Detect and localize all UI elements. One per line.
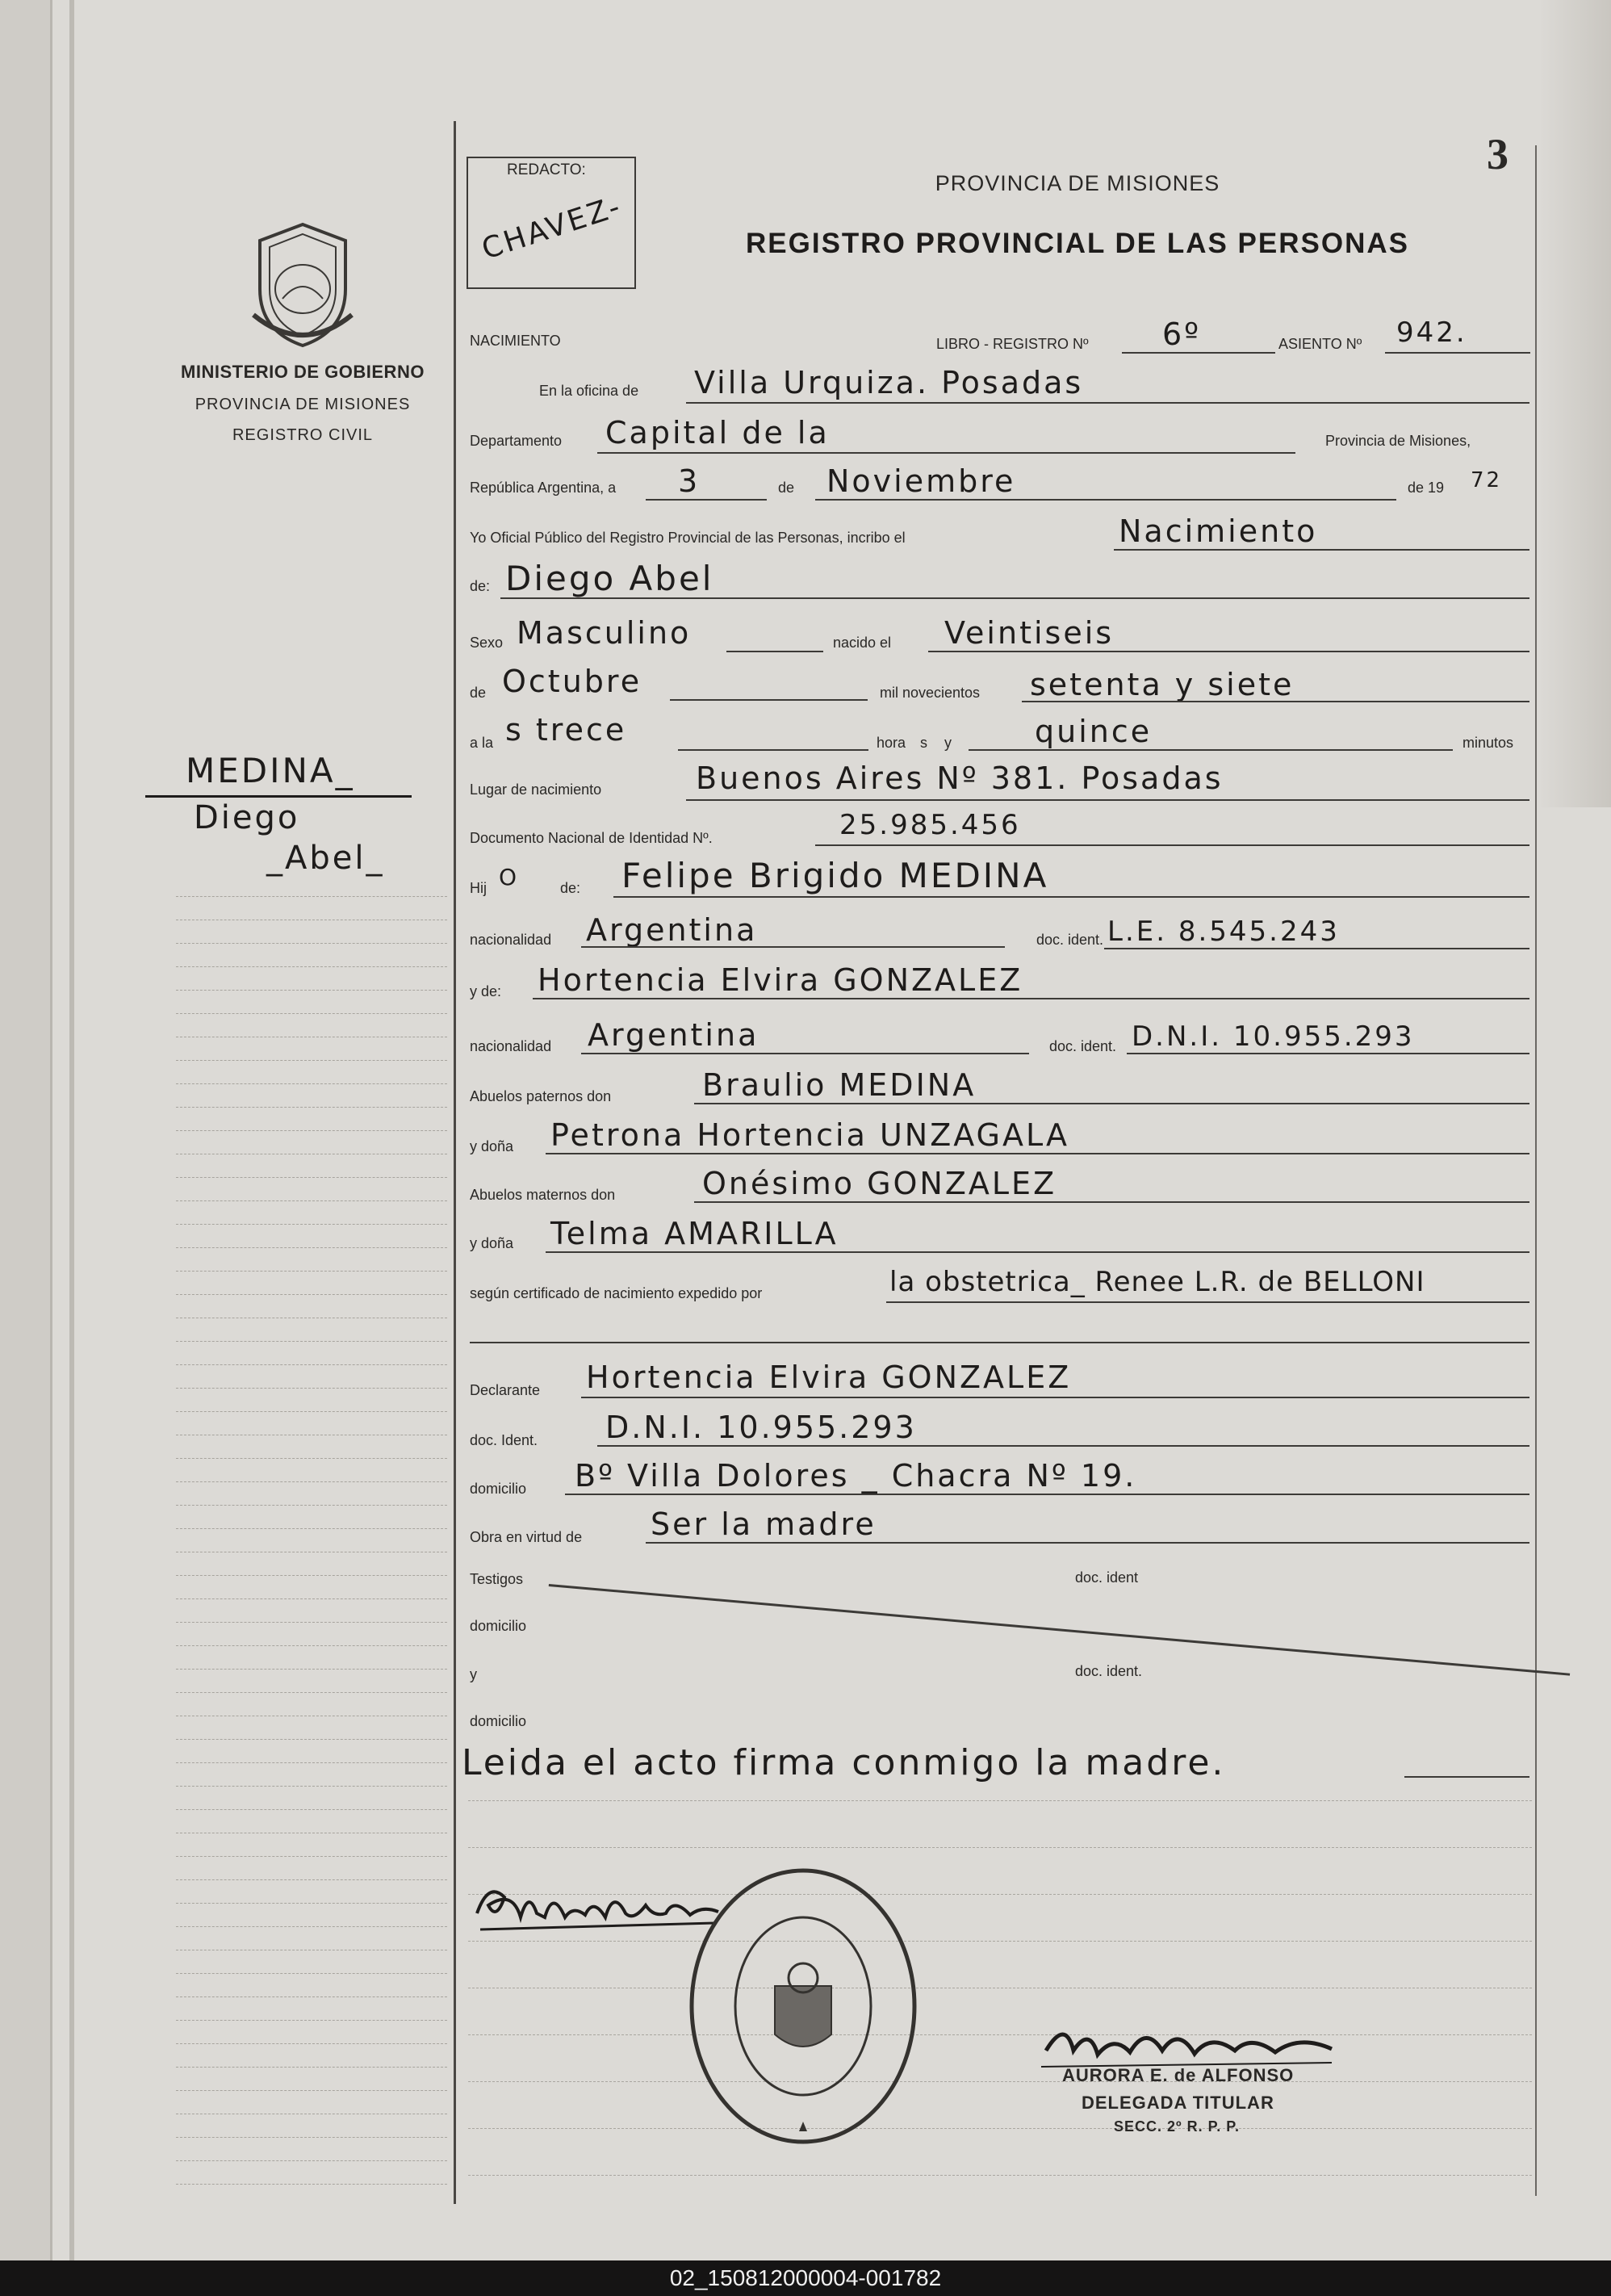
ydona-paterna-label: y doña (470, 1138, 514, 1154)
margin-rule (176, 2160, 447, 2161)
asiento-label: ASIENTO Nº (1278, 336, 1362, 352)
dni-value: 25.985.456 (839, 809, 1021, 841)
margin-rule (176, 1388, 447, 1389)
minutos-label: minutos (1462, 735, 1514, 751)
depto-value: Capital de la (605, 415, 830, 450)
margin-rule (176, 1645, 447, 1646)
margin-rule (176, 2043, 447, 2044)
provincia-label: Provincia de Misiones, (1325, 433, 1471, 449)
doc-declarante-underline (597, 1445, 1529, 1447)
nacionalidad-padre-value: Argentina (586, 912, 758, 948)
dia-value: 3 (678, 463, 701, 499)
doc-madre-underline (1127, 1053, 1529, 1054)
doc-declarante-label: doc. Ident. (470, 1432, 538, 1448)
margin-underline (145, 795, 412, 798)
ydona-paterna-value: Petrona Hortencia UNZAGALA (550, 1117, 1070, 1153)
segun-underline-2 (470, 1342, 1529, 1343)
lugar-label: Lugar de nacimiento (470, 781, 602, 798)
header-registry: REGISTRO PROVINCIAL DE LAS PERSONAS (746, 228, 1409, 259)
form-rule (468, 2128, 1532, 2129)
y-label: y (944, 735, 952, 751)
ydona-paterna-underline (546, 1153, 1529, 1154)
testigo2-doc-label: doc. ident. (1075, 1663, 1143, 1679)
margin-rule (176, 1060, 447, 1061)
minutos-value: quince (1035, 714, 1153, 749)
margin-rule (176, 2184, 447, 2185)
doc-padre-underline (1104, 948, 1529, 949)
segun-value: la obstetrica_ Renee L.R. de BELLONI (889, 1266, 1425, 1298)
sexo-label: Sexo (470, 635, 504, 651)
de-mes-label: de (470, 685, 487, 701)
oficina-label: En la oficina de (539, 383, 639, 399)
margin-rule (176, 1622, 447, 1623)
margin-rule (176, 1879, 447, 1880)
doc-declarante-value: D.N.I. 10.955.293 (605, 1410, 917, 1445)
margin-rule (176, 1411, 447, 1412)
margin-rule (176, 1341, 447, 1342)
margin-rule (176, 943, 447, 944)
margin-rule (176, 2020, 447, 2021)
margin-rule (176, 1458, 447, 1459)
stamp-section: SECC. 2º R. P. P. (1114, 2118, 1240, 2135)
domicilio-underline (565, 1494, 1529, 1495)
margin-rule (176, 1692, 447, 1693)
nacionalidad-padre-label: nacionalidad (470, 932, 552, 948)
ala-underline (678, 749, 868, 751)
margin-rule (176, 1575, 447, 1576)
mes-nac-value: Octubre (502, 664, 642, 699)
nacionalidad-madre-value: Argentina (588, 1017, 759, 1053)
hij-de-label: de: (560, 880, 581, 896)
form-rule (468, 2081, 1532, 2082)
testigos-label: Testigos (470, 1571, 524, 1587)
oficial-label: Yo Oficial Público del Registro Provincial de las Personas, incribo el (470, 530, 906, 546)
page-number: 3 (1487, 130, 1508, 178)
padre-value: Felipe Brigido MEDINA (621, 856, 1049, 895)
domicilio-label: domicilio (470, 1481, 527, 1497)
sexo-underline (726, 651, 823, 652)
margin-rule (176, 1013, 447, 1014)
madre-underline (533, 998, 1529, 999)
depto-label: Departamento (470, 433, 563, 449)
de-label: de (778, 480, 795, 496)
margin-rule (176, 1294, 447, 1295)
mes-nac-underline (670, 699, 868, 701)
margin-rule (176, 1809, 447, 1810)
binder-fold (69, 0, 74, 2260)
margin-rule (176, 990, 447, 991)
margin-rule (176, 1271, 447, 1272)
ministry-registry: REGISTRO CIVIL (232, 426, 374, 444)
declarante-label: Declarante (470, 1382, 541, 1398)
nacido-value: Veintiseis (944, 615, 1115, 651)
margin-rule (176, 1364, 447, 1365)
margin-rule (176, 1200, 447, 1201)
nombre-underline (500, 597, 1529, 599)
margin-rule (176, 2137, 447, 2138)
header-province: PROVINCIA DE MISIONES (935, 171, 1220, 195)
doc-madre-label: doc. ident. (1049, 1038, 1117, 1054)
abuelos-maternos-label: Abuelos maternos don (470, 1187, 616, 1203)
margin-surname: MEDINA_ (186, 751, 355, 790)
form-rule (468, 1847, 1532, 1848)
margin-first-name: Diego (194, 799, 300, 836)
hij-label: Hij (470, 880, 487, 896)
abuelos-maternos-underline (694, 1201, 1529, 1203)
madre-value: Hortencia Elvira GONZALEZ (538, 962, 1023, 998)
dni-label: Documento Nacional de Identidad Nº. (470, 830, 713, 846)
margin-rule (176, 1856, 447, 1857)
margin-rule (176, 1224, 447, 1225)
nacionalidad-madre-label: nacionalidad (470, 1038, 552, 1054)
testigo1-domicilio-label: domicilio (470, 1618, 527, 1634)
form-right-border (1535, 145, 1537, 2196)
mes-underline (815, 499, 1396, 501)
redacto-box (467, 157, 636, 289)
ala-value: s trece (505, 712, 627, 748)
margin-rule (176, 1528, 447, 1529)
depto-underline (597, 452, 1295, 454)
de19-label: de 19 (1408, 480, 1445, 496)
margin-rule (176, 966, 447, 967)
yde-label: y de: (470, 983, 502, 999)
margin-rule (176, 1996, 447, 1997)
oficial-underline (1114, 549, 1529, 551)
margin-rule (176, 1669, 447, 1670)
minutos-underline (969, 749, 1453, 751)
mil-value: setenta y siete (1030, 667, 1295, 702)
image-caption: 02_150812000004-001782 (0, 2260, 1611, 2296)
form-rule (468, 2175, 1532, 2176)
margin-rule (176, 1739, 447, 1740)
margin-rule (176, 1505, 447, 1506)
oficina-value: Villa Urquiza. Posadas (694, 365, 1084, 400)
abuelos-paternos-value: Braulio MEDINA (702, 1067, 977, 1103)
ministry-title: MINISTERIO DE GOBIERNO (181, 362, 425, 382)
nombre-value: Diego Abel (505, 559, 714, 598)
asiento-value: 942. (1396, 316, 1467, 349)
lugar-underline (686, 799, 1529, 801)
margin-rule (176, 1598, 447, 1599)
sexo-value: Masculino (517, 615, 692, 651)
testigo2-domicilio-label: domicilio (470, 1713, 527, 1729)
oficina-underline (686, 402, 1529, 404)
margin-rule (176, 1786, 447, 1787)
asiento-underline (1385, 352, 1530, 354)
libro-value: 6º (1162, 316, 1202, 352)
abuelos-paternos-underline (694, 1103, 1529, 1104)
ydona-materna-value: Telma AMARILLA (550, 1216, 839, 1251)
obra-label: Obra en virtud de (470, 1529, 583, 1545)
margin-rule (176, 2067, 447, 2068)
ministry-province: PROVINCIA DE MISIONES (195, 396, 411, 413)
nacionalidad-padre-underline (581, 946, 1005, 948)
declarante-underline (581, 1397, 1529, 1398)
mes-value: Noviembre (826, 463, 1016, 499)
margin-rule (176, 1762, 447, 1763)
redacto-label: REDACTO: (507, 161, 586, 178)
hora-label: hora (877, 735, 906, 751)
ydona-materna-label: y doña (470, 1235, 514, 1251)
mil-label: mil novecientos (880, 685, 981, 701)
doc-padre-label: doc. ident. (1036, 932, 1104, 948)
margin-rule (176, 1083, 447, 1084)
nacido-label: nacido el (833, 635, 892, 651)
domicilio-value: Bº Villa Dolores _ Chacra Nº 19. (575, 1458, 1137, 1494)
abuelos-maternos-value: Onésimo GONZALEZ (702, 1166, 1057, 1201)
form-rule (468, 1800, 1532, 1801)
dni-underline (815, 844, 1529, 846)
margin-rule (176, 1903, 447, 1904)
testigo1-doc-label: doc. ident (1075, 1569, 1139, 1586)
form-rule (468, 2034, 1532, 2035)
testigo2-y-label: y (470, 1666, 477, 1682)
mil-underline (1022, 701, 1529, 702)
segun-label: según certificado de nacimiento expedido por (470, 1285, 763, 1301)
libro-underline (1122, 352, 1275, 354)
stamp-title: DELEGADA TITULAR (1082, 2093, 1274, 2113)
anio-value: 72 (1471, 468, 1503, 492)
hora-suffix: s (920, 735, 927, 751)
lugar-value: Buenos Aires Nº 381. Posadas (696, 760, 1224, 796)
segun-underline (886, 1301, 1529, 1303)
obra-underline (646, 1542, 1529, 1544)
provincial-seal-icon (242, 218, 363, 351)
nacionalidad-madre-underline (581, 1053, 1029, 1054)
stamp-name: AURORA E. de ALFONSO (1062, 2065, 1295, 2085)
form-left-border (454, 121, 456, 2204)
leida-value: Leida el acto firma conmigo la madre. (462, 1742, 1226, 1783)
obra-value: Ser la madre (651, 1506, 877, 1542)
doc-madre-value: D.N.I. 10.955.293 (1132, 1020, 1415, 1053)
oficial-value: Nacimiento (1119, 513, 1318, 549)
republica-label: República Argentina, a (470, 480, 617, 496)
margin-rule (176, 1973, 447, 1974)
margin-rule (176, 1481, 447, 1482)
nacido-underline (928, 651, 1529, 652)
margin-rule (176, 2090, 447, 2091)
padre-underline (613, 896, 1529, 898)
page-edge-shadow (1538, 0, 1611, 807)
round-official-stamp-icon (686, 1865, 920, 2147)
testigos-strike-line (549, 1584, 1570, 1676)
margin-second-name: _Abel_ (266, 840, 385, 877)
doc-padre-value: L.E. 8.545.243 (1107, 915, 1340, 948)
binder-strip (0, 0, 52, 2260)
abuelos-paternos-label: Abuelos paternos don (470, 1088, 612, 1104)
margin-rule (176, 1177, 447, 1178)
margin-rule (176, 1926, 447, 1927)
redacto-value: CHAVEZ- (478, 190, 626, 266)
libro-label: LIBRO - REGISTRO Nº (936, 336, 1089, 352)
hij-value: O (499, 864, 520, 890)
leida-underline (1404, 1776, 1529, 1778)
ala-label: a la (470, 735, 494, 751)
margin-rule (176, 1130, 447, 1131)
margin-rule (176, 1107, 447, 1108)
margin-rule (176, 1247, 447, 1248)
ydona-materna-underline (546, 1251, 1529, 1253)
margin-rule (176, 896, 447, 897)
dia-underline (646, 499, 767, 501)
nacimiento-label: NACIMIENTO (470, 333, 561, 349)
declarante-value: Hortencia Elvira GONZALEZ (586, 1360, 1072, 1395)
de-colon-label: de: (470, 578, 491, 594)
